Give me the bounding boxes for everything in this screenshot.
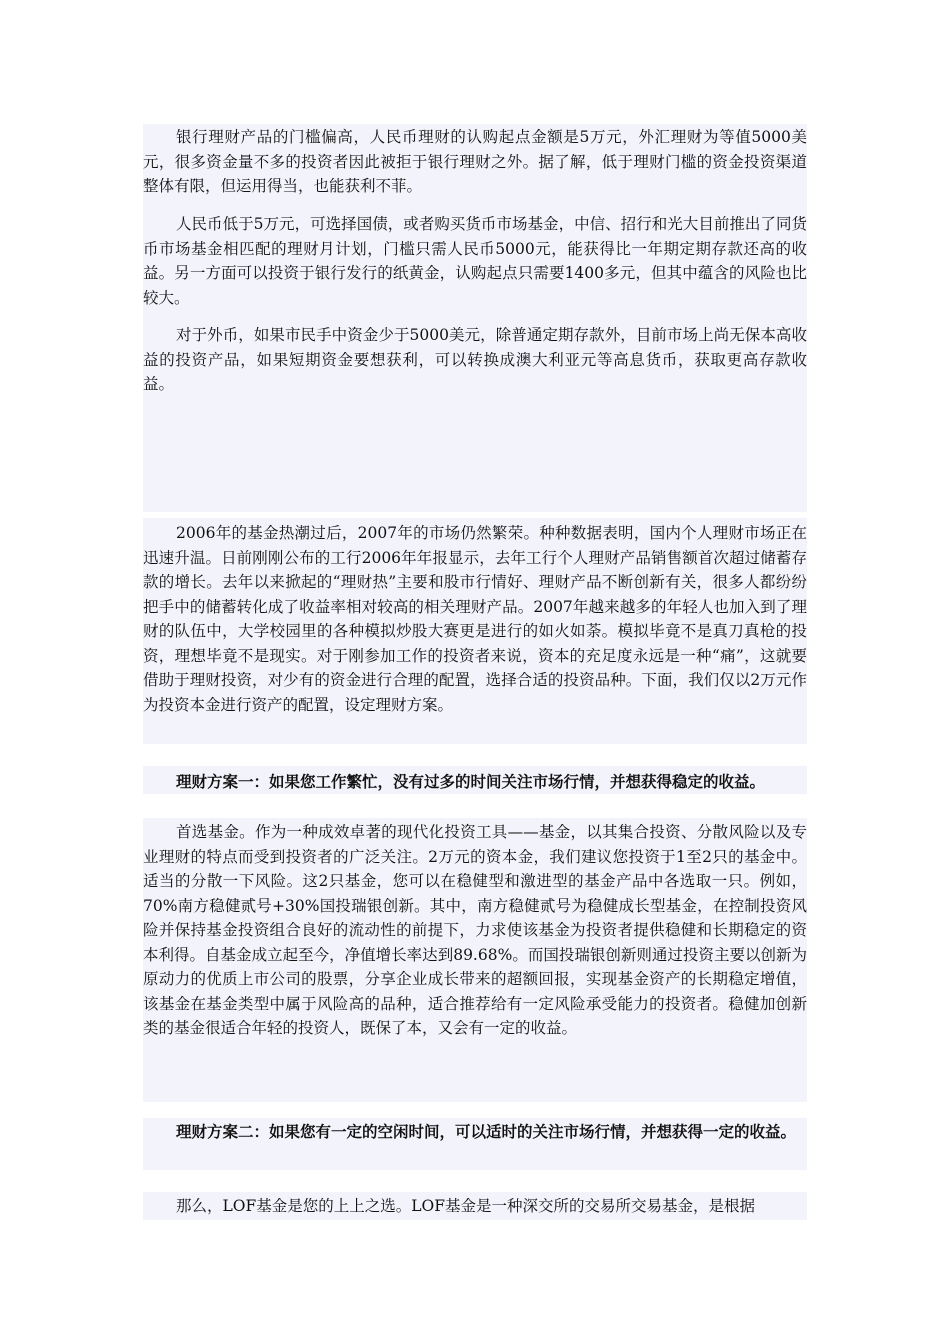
paragraph-foreign-currency: 对于外币，如果市民手中资金少于5000美元，除普通定期存款外，目前市场上尚无保本高收益的投资产品，如果短期资金要想获利，可以转换成澳大利亚元等高息货币，获取更高存款收益。 <box>143 326 807 393</box>
heading-plan-one: 理财方案一：如果您工作繁忙，没有过多的时间关注市场行情，并想获得稳定的收益。 <box>176 772 766 791</box>
paragraph-rmb-options: 人民币低于5万元，可选择国债，或者购买货币市场基金，中信、招行和光大目前推出了同货币市场基金相匹配的理财月计划，门槛只需人民币5000元，能获得比一年期定期存款还高的收益。另一方面可以投资于银行发行的纸黄金，认购起点只需要1400多元，但其中蕴含的风险也比较大。 <box>143 215 807 307</box>
paragraph-plan-two-body: 那么，LOF基金是您的上上之选。LOF基金是一种深交所的交易所交易基金，是根据 <box>176 1197 756 1215</box>
paragraph-bank-threshold: 银行理财产品的门槛偏高，人民币理财的认购起点金额是5万元，外汇理财为等值5000美元，很多资金量不多的投资者因此被拒于银行理财之外。据了解，低于理财门槛的资金投资渠道整体有限，但运用得当，也能获利不菲。 <box>143 128 807 195</box>
paragraph-fund-boom: 2006年的基金热潮过后，2007年的市场仍然繁荣。种种数据表明，国内个人理财市场正在迅速升温。日前刚刚公布的工行2006年年报显示，去年工行个人理财产品销售额首次超过储蓄存款的增长。去年以来掀起的“理财热”主要和股市行情好、理财产品不断创新有关，很多人都纷纷把手中的储蓄转化成了收益率相对较高的相关理财产品。2007年越来越多的年轻人也加入到了理财的队伍中，大学校园里的各种模拟炒股大赛更是进行的如火如荼。模拟毕竟不是真刀真枪的投资，理想毕竟不是现实。对于刚参加工作的投资者来说，资本的充足度永远是一种“痛”，这就要借助于理财投资，对少有的资金进行合理的配置，选择合适的投资品种。下面，我们仅以2万元作为投资本金进行资产的配置，设定理财方案。 <box>143 524 807 714</box>
heading-plan-two: 理财方案二：如果您有一定的空闲时间，可以适时的关注市场行情，并想获得一定的收益。 <box>176 1122 797 1141</box>
paragraph-plan-one-body: 首选基金。作为一种成效卓著的现代化投资工具——基金，以其集合投资、分散风险以及专业理财的特点而受到投资者的广泛关注。2万元的资本金，我们建议您投资于1至2只的基金中。适当的分散一下风险。这2只基金，您可以在稳健型和激进型的基金产品中各选取一只。例如，70%南方稳健贰号+30%国投瑞银创新。其中，南方稳健贰号为稳健成长型基金，在控制投资风险并保持基金投资组合良好的流动性的前提下，力求使该基金为投资者提供稳健和长期稳定的资本利得。自基金成立起至今，净值增长率达到89.68%。而国投瑞银创新则通过投资主要以创新为原动力的优质上市公司的股票，分享企业成长带来的超额回报，实现基金资产的长期稳定增值，该基金在基金类型中属于风险高的品种，适合推荐给有一定风险承受能力的投资者。稳健加创新类的基金很适合年轻的投资人，既保了本，又会有一定的收益。 <box>143 823 807 1037</box>
